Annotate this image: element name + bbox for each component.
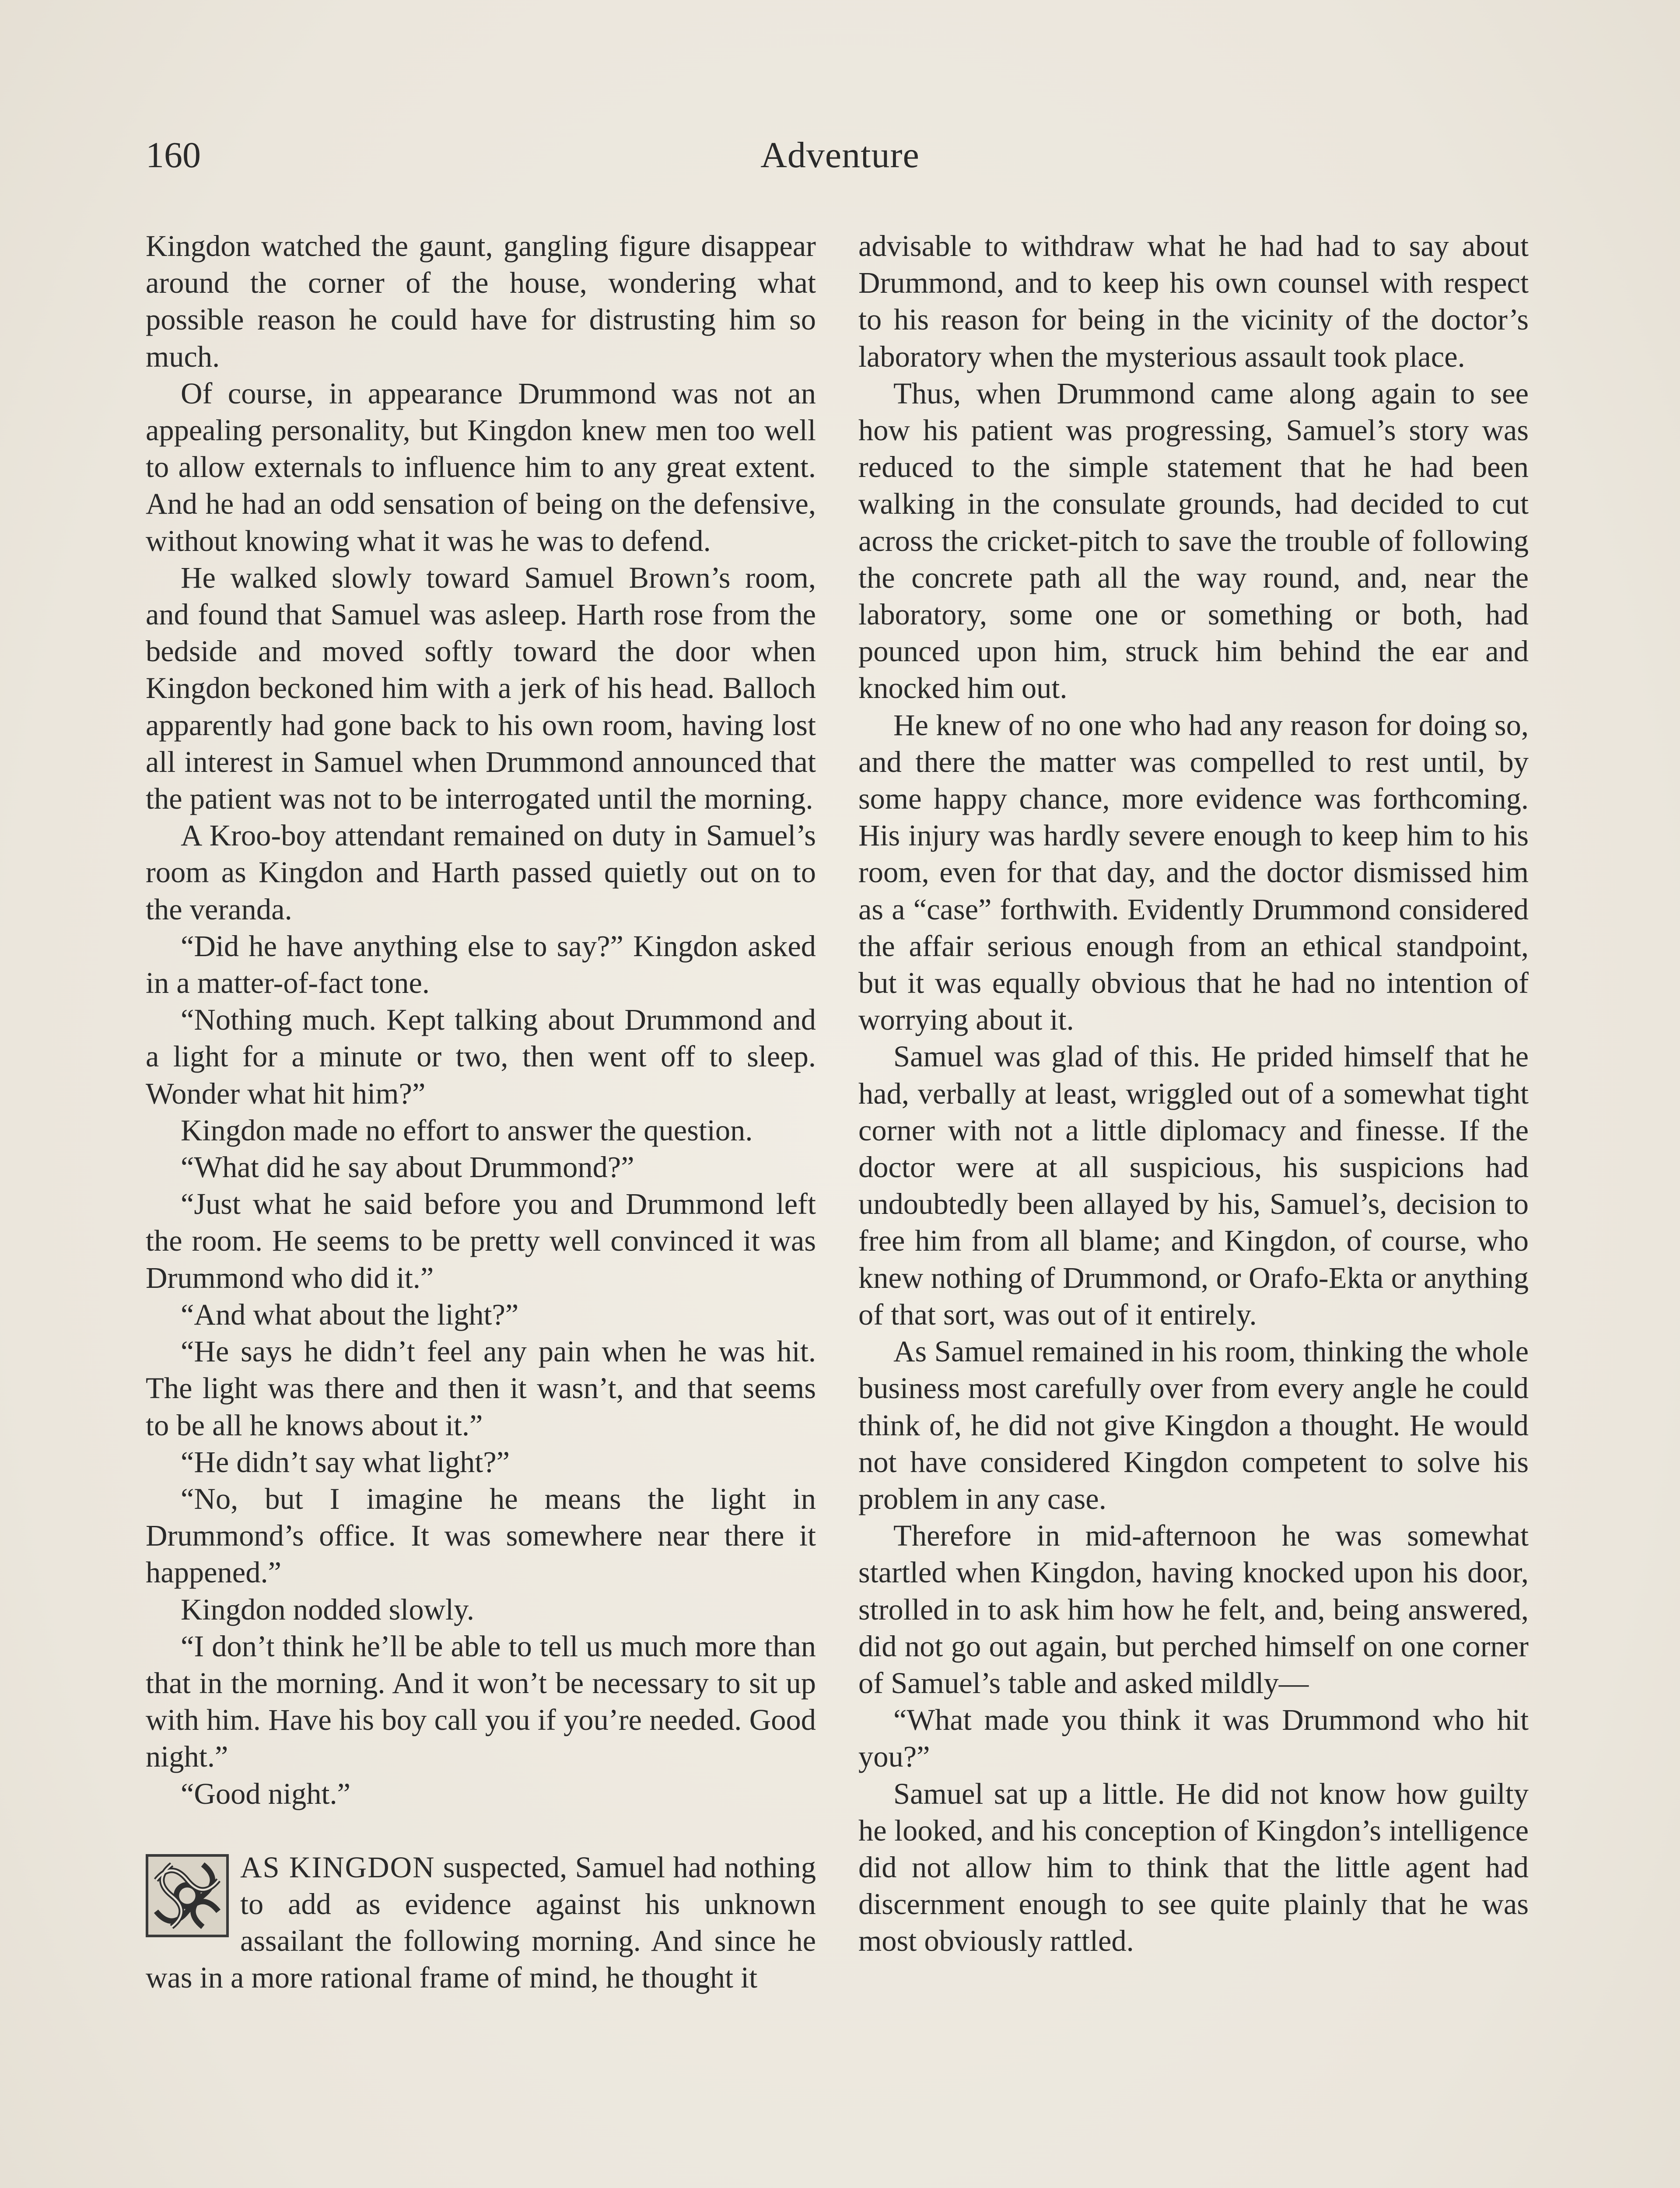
celtic-knot-ornament-icon [146, 1854, 229, 1937]
paragraph: He walked slowly toward Samuel Brown’s room, and found that Samuel was asleep. Harth rose from the bedside and moved softly toward the door when Kingdon beckoned him with a jerk of his head. Balloch apparently had gone back to his own room, having lost all interest in Samuel when Drummond announced that the patient was not to be interrogated until the morning. [146, 561, 816, 816]
left-column [146, 228, 816, 1996]
paragraph: “No, but I imagine he means the light in Drummond’s office. It was somewhere near there it happened.” [146, 1482, 816, 1589]
paragraph: Samuel sat up a little. He did not know how guilty he looked, and his conception of Kingdon’s intelligence did not allow him to think that the little agent had discernment enough to see quite plainly that he was most obviously rattled. [858, 1777, 1529, 1958]
right-column [858, 228, 1529, 1960]
paragraph: “And what about the light?” [181, 1297, 519, 1331]
paragraph: As Samuel remained in his room, thinking the whole business most carefully over from every angle he could think of, he did not give Kingdon a thought. He would not have considered Kingdon competent to solve his problem in any case. [858, 1335, 1529, 1515]
paragraph: “Nothing much. Kept talking about Drummond and a light for a minute or two, then went off to sleep. Wonder what hit him?” [146, 1003, 816, 1110]
paragraph: “Good night.” [181, 1777, 351, 1810]
paragraph: “Just what he said before you and Drummond left the room. He seems to be pretty well convinced it was Drummond who did it.” [146, 1187, 816, 1294]
paragraph: “He didn’t say what light?” [181, 1445, 510, 1479]
running-head: Adventure [760, 135, 920, 175]
paragraph: “What made you think it was Drummond who hit you?” [858, 1703, 1529, 1774]
paragraph: “What did he say about Drummond?” [181, 1150, 634, 1184]
paragraph: Samuel was glad of this. He prided himself that he had, verbally at least, wriggled out of a somewhat tight corner with not a little diplomacy and finesse. If the doctor were at all suspicious, his suspicions had undoubtedly been allayed by his, Samuel’s, decision to free him from all blame; and Kingdon, of course, who knew nothing of Drummond, or Orafo-Ekta or anything of that sort, was out of it entirely. [858, 1040, 1529, 1331]
section-opening-paragraph [146, 1849, 816, 1996]
paragraph: Of course, in appearance Drummond was not an appealing personality, but Kingdon knew men too well to allow externals to influence him to any great extent. And he had an odd sensation of being on the defensive, without knowing what it was he was to defend. [146, 376, 816, 558]
paragraph: advisable to withdraw what he had had to say about Drummond, and to keep his own counsel with respect to his reason for being in the vicinity of the doctor’s laboratory when the mysterious assault took place. [858, 229, 1529, 373]
paragraph: “Did he have anything else to say?” Kingdon asked in a matter-of-fact tone. [146, 929, 816, 1000]
paragraph: Kingdon watched the gaunt, gangling figure disappear around the corner of the house, wondering what possible reason he could have for distrusting him so much. [146, 229, 816, 373]
paragraph: Thus, when Drummond came along again to see how his patient was progressing, Samuel’s story was reduced to the simple statement that he had been walking in the consulate grounds, had decided to cut across the cricket-pitch to save the trouble of following the concrete path all the way round, and, near the laboratory, some one or something or both, had pounced upon him, struck him behind the ear and knocked him out. [858, 376, 1529, 705]
paragraph: Kingdon made no effort to answer the question. [181, 1113, 753, 1147]
page-header [146, 131, 1534, 179]
paragraph: He knew of no one who had any reason for doing so, and there the matter was compelled to rest until, by some happy chance, more evidence was forthcoming. His injury was hardly severe enough to keep him to his room, even for that day, and the doctor dismissed him as a “case” forthwith. Evidently Drummond considered the affair serious enough from an ethical standpoint, but it was equally obvious that he had no intention of worrying about it. [858, 708, 1529, 1037]
paragraph: Therefore in mid-afternoon he was somewhat startled when Kingdon, having knocked upon his door, strolled in to ask him how he felt, and, being answered, did not go out again, but perched himself on one corner of Samuel’s table and asked mildly— [858, 1519, 1529, 1700]
section-text: suspected, Samuel had nothing to add as evidence against his unknown assailant the following morning. And since he was in a more rational frame of mind, he thought it [146, 1850, 816, 1995]
paragraph: A Kroo-boy attendant remained on duty in Samuel’s room as Kingdon and Harth passed quietly out on to the veranda. [146, 819, 816, 926]
section-lead-in: AS KINGDON [240, 1850, 435, 1884]
paragraph: “I don’t think he’ll be able to tell us much more than that in the morning. And it won’t be necessary to sit up with him. Have his boy call you if you’re needed. Good night.” [146, 1629, 816, 1774]
paragraph: Kingdon nodded slowly. [181, 1592, 475, 1626]
paragraph: “He says he didn’t feel any pain when he was hit. The light was there and then it wasn’t, and that seems to be all he knows about it.” [146, 1335, 816, 1442]
page-number: 160 [146, 135, 201, 175]
